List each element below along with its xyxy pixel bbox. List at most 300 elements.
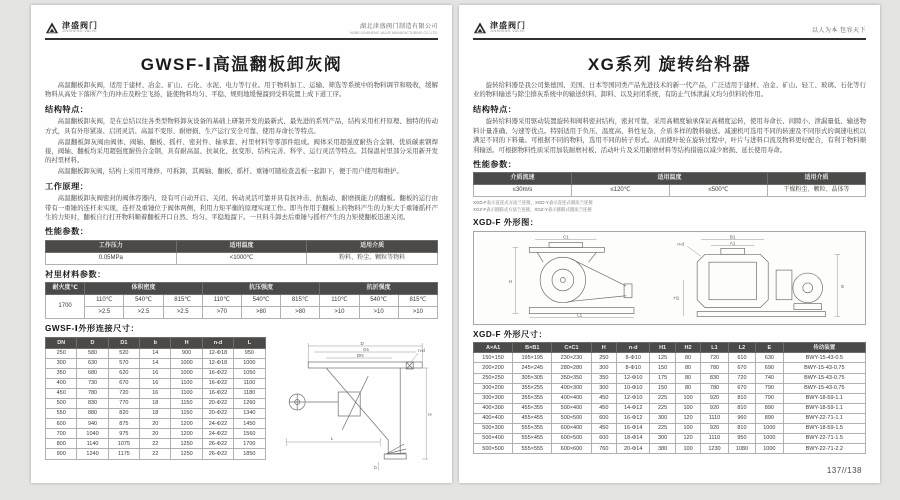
table-row (46, 409, 266, 419)
table-cell: 14 (140, 348, 171, 358)
table-cell: E (756, 343, 783, 353)
table-cell: H1 (650, 343, 675, 353)
table-cell: 350 (46, 368, 77, 378)
table-cell: 670 (108, 378, 139, 388)
table-cell: 1000 (756, 444, 783, 454)
slogan-text: 以人为本 包容天下 (811, 27, 866, 34)
table-cell: >2.5 (163, 307, 202, 319)
table-cell: D1 (108, 338, 139, 348)
table-row (46, 429, 266, 439)
table-cell: 传动装置 (783, 343, 865, 353)
table-cell: 耐火度℃ (46, 283, 85, 295)
table-cell: 80 (675, 353, 700, 363)
company-name-cn: 湖北津盛阀门制造有限公司 (359, 23, 438, 30)
table-row (474, 185, 866, 197)
table-cell: 1560 (234, 429, 265, 439)
table-cell: 940 (77, 419, 108, 429)
table-cell: 200×200 (474, 363, 513, 373)
dim-label-A1: A1 (729, 240, 736, 246)
table-cell: 110℃ (85, 295, 124, 307)
logo-subtext: JINSHENG VALVE (62, 29, 98, 34)
table-cell: 12-Φ18 (202, 348, 233, 358)
table-cell: 400×300 (474, 403, 513, 413)
table-cell: 1200 (171, 419, 202, 429)
table-cell: 1110 (701, 434, 728, 444)
structure-paragraph: 旋转给料器采用驱动装置旋转和阀料密封结构，密封可靠，采用高精度轴承保证高精度运转，使用寿命长、间隙小、泄漏量低、输送物料计量准确、匀速等优点。特别适用于负压、温度高、料性复杂、介质多样的散料输送。减速机可选用不同的转速及不同形式的调速电机以满足不同的下料量。可根据不同的物料，选用不同的转子形式。从而使叶轮在旋转过程中，叶片与进料口流及物料更好配合，有利于物料顺利输送。可根据物料性质采用加装耐磨衬板、活动叶片及采用耐磨材料等结构措施以减少磨损、延长使用寿命。 (473, 118, 866, 154)
table-cell: 体积密度 (85, 283, 203, 295)
table-cell: 500×300 (474, 423, 513, 433)
table-cell: 1850 (234, 449, 265, 459)
logo-subtext: JINSHENG VALVE (490, 29, 526, 34)
table-cell: 110℃ (202, 295, 241, 307)
flange-type-notes (473, 200, 866, 213)
table-cell: 80 (675, 383, 700, 393)
table-cell: 890 (756, 413, 783, 423)
table-cell: A×A1 (474, 343, 513, 353)
table-cell: 16-Φ22 (202, 388, 233, 398)
table-cell: 适用温度 (176, 240, 307, 252)
table-cell: 450 (591, 423, 616, 433)
table-cell: 26-Φ22 (202, 449, 233, 459)
page-title: XG系列 旋转给料器 (587, 55, 752, 74)
feeder-technical-drawing (476, 234, 863, 320)
table-cell: 1150 (171, 409, 202, 419)
table-cell: 16 (140, 388, 171, 398)
table-cell: 16-Φ22 (202, 368, 233, 378)
table-cell: 20 (140, 419, 171, 429)
table-cell: 250 (46, 348, 77, 358)
table-cell: DN (46, 338, 77, 348)
table-cell: B×B1 (513, 343, 552, 353)
dim-label-H: H (508, 278, 512, 284)
intro-paragraph: 高温翻板卸灰阀，适用于建材、冶金、矿山、石化、水泥、电力等行业。用于物料加工、运输、筛选等系统中的物料调节和吸收，缓解物料从高处下落所产生的冲击及粉尘飞扬，能使物料均匀、平稳、规则地缓慢溜到受料装置上成下道工序。 (45, 82, 438, 99)
table-cell: 175 (650, 373, 675, 383)
table-row (46, 388, 266, 398)
dimension-table (473, 342, 866, 454)
dim-label-H1: H1 (673, 295, 680, 301)
valve-technical-drawing (272, 340, 438, 476)
table-cell: 720 (728, 373, 755, 383)
table-cell: 1260 (234, 398, 265, 408)
table-cell: 600×500 (552, 434, 591, 444)
structure-paragraph-1: 高温翻板卸灰阀，是在总结以往各类型物料卸灰设备的基础上研制开发的最新式、最先进的系列产品，结构采用杠杆原理、独特的传动方式，具有外形紧凑、启闭灵活、高温不变形、耐磨损、生产运行安全可靠、使用寿命长等特点。 (45, 118, 438, 135)
table-cell: 580 (77, 348, 108, 358)
table-cell: >80 (281, 307, 320, 319)
table-cell: 24-Φ22 (202, 429, 233, 439)
table-cell: 800 (46, 439, 77, 449)
table-cell: 400×400 (474, 413, 513, 423)
logo-text: 津盛阀门 (490, 21, 526, 31)
table-cell: 1250 (171, 439, 202, 449)
table-cell: 830 (701, 373, 728, 383)
table-cell: 24-Φ22 (202, 419, 233, 429)
table-cell: 1100 (171, 388, 202, 398)
logo-text: 津盛阀门 (62, 21, 98, 31)
table-cell: 抗折强度 (320, 283, 438, 295)
table-cell: 920 (701, 393, 728, 403)
section-heading-lining: 衬里材料参数： (45, 269, 106, 279)
table-cell: 540℃ (359, 295, 398, 307)
table-cell: 1000 (171, 358, 202, 368)
table-cell: 20-Φ22 (202, 409, 233, 419)
dim-label-E: E (841, 283, 845, 289)
table-row (46, 283, 438, 295)
table-cell: 16 (140, 368, 171, 378)
table-cell: 355×255 (513, 383, 552, 393)
table-cell: BWY-15-43-0.75 (783, 363, 865, 373)
table-cell: ≤120℃ (572, 185, 670, 197)
table-row (46, 348, 266, 358)
table-row (46, 358, 266, 368)
table-cell: 600 (591, 434, 616, 444)
table-cell: 14 (140, 358, 171, 368)
table-cell: 950 (234, 348, 265, 358)
dim-label-L: L (330, 436, 334, 442)
dim-label-DN: DN (356, 353, 364, 359)
section-heading-principle: 工作原理： (45, 181, 89, 191)
table-cell: 100 (675, 423, 700, 433)
table-row (46, 449, 266, 459)
section-heading-structure: 结构特点： (473, 104, 517, 114)
table-row (474, 343, 866, 353)
table-cell: 690 (756, 363, 783, 373)
table-cell: 300 (46, 358, 77, 368)
table-cell: 520 (108, 348, 139, 358)
table-cell: 780 (701, 383, 728, 393)
table-cell: C×C1 (552, 343, 591, 353)
table-cell: 830 (77, 398, 108, 408)
table-row (474, 373, 866, 383)
table-cell: 680 (77, 368, 108, 378)
lining-material-table (45, 282, 438, 319)
table-cell: 610 (728, 353, 755, 363)
table-cell: BWY-18-59-1.1 (783, 403, 865, 413)
table-cell: 700 (46, 429, 77, 439)
table-cell: 0.05MPa (46, 252, 177, 264)
header-company-name (350, 24, 438, 35)
table-cell: 150 (650, 383, 675, 393)
table-cell: 12-Φ10 (617, 393, 650, 403)
table-cell: 555×455 (513, 434, 552, 444)
dimension-table (45, 337, 266, 459)
table-cell: 500 (46, 398, 77, 408)
table-cell: 1180 (234, 388, 265, 398)
table-cell: 815℃ (163, 295, 202, 307)
table-cell: 工作压力 (46, 240, 177, 252)
table-cell: 245×245 (513, 363, 552, 373)
table-cell: 540℃ (241, 295, 280, 307)
table-cell: 600×400 (552, 423, 591, 433)
table-cell: 455×355 (513, 403, 552, 413)
table-cell: 300×200 (474, 383, 513, 393)
table-cell: 305×305 (513, 373, 552, 383)
table-cell: 225 (650, 393, 675, 403)
table-cell: 120 (675, 413, 700, 423)
table-cell: 300 (650, 434, 675, 444)
table-cell: 450 (46, 388, 77, 398)
table-cell: BWY-18-59-1.5 (783, 423, 865, 433)
table-cell: L2 (728, 343, 755, 353)
dim-label-D: D (360, 341, 364, 347)
table-cell: 1140 (77, 439, 108, 449)
company-logo (45, 21, 98, 35)
table-row (474, 444, 866, 454)
page-title: GWSF-Ⅰ高温翻板卸灰阀 (140, 55, 343, 74)
table-cell: b (140, 338, 171, 348)
table-cell: 760 (591, 444, 616, 454)
table-cell: BWY-15-43-0.5 (783, 353, 865, 363)
table-cell: 570 (108, 358, 139, 368)
intro-paragraph: 旋转给料器是我公司集德国、美国、日本等国同类产品先进技术的新一代产品，广泛适用于建材、冶金、矿山、轻工、玻璃、石化等行业的物料输送与除尘排灰系统中的输送供料、卸料、以及封闭系统，有防止气体泄漏又均匀供料的作用。 (473, 82, 866, 99)
table-cell: 120 (675, 434, 700, 444)
table-cell: 300 (650, 413, 675, 423)
table-cell: <1000℃ (176, 252, 307, 264)
table-cell: 670 (728, 363, 755, 373)
table-cell: 16 (140, 378, 171, 388)
table-row (46, 252, 438, 264)
table-cell: 730 (77, 378, 108, 388)
table-cell: 26-Φ22 (202, 439, 233, 449)
table-row (474, 393, 866, 403)
table-cell: 1040 (77, 429, 108, 439)
table-cell: 975 (108, 429, 139, 439)
table-cell: 670 (728, 383, 755, 393)
table-cell: >80 (241, 307, 280, 319)
table-cell: BWY-15-43-0.75 (783, 373, 865, 383)
table-row (46, 338, 266, 348)
table-cell: 20-Φ22 (202, 398, 233, 408)
table-cell: 920 (701, 423, 728, 433)
table-cell: H (171, 338, 202, 348)
table-cell: 22 (140, 449, 171, 459)
dim-label-nd: n-d (677, 241, 684, 247)
table-cell: 920 (701, 403, 728, 413)
table-cell: 10-Φ10 (617, 383, 650, 393)
table-cell: BWY-22-71-2.2 (783, 444, 865, 454)
table-cell: 150×150 (474, 353, 513, 363)
table-cell: 350 (591, 373, 616, 383)
table-cell: 555×555 (513, 444, 552, 454)
table-row (46, 368, 266, 378)
table-cell: 455×455 (513, 413, 552, 423)
company-logo (473, 21, 526, 35)
table-cell: 100 (675, 393, 700, 403)
principle-paragraph: 高温翻板卸灰阀密封的阀体容器内，设有可自动开启、关闭、转动灵活可靠并具有抗冲击、抗振动、耐磨损能力的翻板。翻板的运行由带有一重锤的连杆来实现，连杆及重锤位于阀体两侧，利用力矩平衡的原理实现工作。即当作用于翻板上的物料产生的力矩大于重锤摇杆产生的力矩时，翻板自行打开物料顺着翻板开口自然、均匀、平稳地溜下。一旦料斗卸去后重锤与摇杆产生的力矩使翻板迅速关闭。 (45, 195, 438, 222)
table-cell: 900 (46, 449, 77, 459)
table-cell: 810 (728, 403, 755, 413)
table-cell: 790 (756, 383, 783, 393)
table-cell: 125 (650, 353, 675, 363)
table-cell: 620 (108, 368, 139, 378)
structure-paragraph-2: 高温翻板卸灰阀由阀体、阀轴、翻板、摇杆、密封件、轴承套、衬里材料等零部件组成。阀体采用超强度耐热合金钢、优质碳素钢焊接，阀轴、翻板均采用超强度耐热合金钢，具有耐高温、抗氧化、抗变形、结构完善、科学、运行灵活等特点。其保温衬里部分采用新开发的衬里材料。 (45, 138, 438, 165)
table-cell: 770 (108, 398, 139, 408)
table-cell: 1000 (756, 423, 783, 433)
table-cell: 950 (728, 434, 755, 444)
table-cell: 1150 (171, 398, 202, 408)
table-cell: 22 (140, 439, 171, 449)
table-cell: 1250 (171, 449, 202, 459)
table-cell: 555×355 (513, 423, 552, 433)
table-cell: 500×400 (552, 403, 591, 413)
table-cell: 适用介质 (768, 173, 866, 185)
table-row (474, 383, 866, 393)
table-row (474, 423, 866, 433)
table-row (474, 413, 866, 423)
table-cell: 干燥粉尘、颗粒、晶体等 (768, 185, 866, 197)
table-cell: L (234, 338, 265, 348)
table-cell: 890 (756, 403, 783, 413)
logo-triangle-icon (45, 21, 59, 35)
table-cell: 1100 (171, 378, 202, 388)
table-cell: 815℃ (281, 295, 320, 307)
table-cell: 600 (591, 413, 616, 423)
table-cell: 450 (591, 393, 616, 403)
table-row (46, 439, 266, 449)
table-cell: BWY-18-59-1.1 (783, 393, 865, 403)
table-cell: ≤500℃ (670, 185, 768, 197)
note-line-2: XGZ-F表示链联式方法兰连接，XGZ-Y表示链联式圆法兰连接 (473, 206, 592, 212)
table-cell: 20 (140, 429, 171, 439)
table-cell: 500×500 (474, 444, 513, 454)
note-line-1: XGD-F表示直连式方法兰连接，XGD-Y表示直连式圆法兰连接 (473, 200, 593, 206)
table-cell: 300×300 (474, 393, 513, 403)
table-cell: 225 (650, 423, 675, 433)
page-number: 137//138 (826, 466, 862, 475)
table-cell: 18 (140, 398, 171, 408)
table-cell: >10 (359, 307, 398, 319)
table-cell: n-d (617, 343, 650, 353)
table-cell: 1240 (77, 449, 108, 459)
table-cell: 1200 (171, 429, 202, 439)
page-header (473, 13, 866, 40)
table-cell: 18 (140, 409, 171, 419)
table-cell: 1110 (701, 413, 728, 423)
table-cell: 80 (675, 363, 700, 373)
table-cell: 815℃ (398, 295, 437, 307)
table-cell: 1700 (234, 439, 265, 449)
table-cell: 250×250 (474, 373, 513, 383)
table-cell: 820 (108, 409, 139, 419)
table-cell: 550 (46, 409, 77, 419)
table-cell: >2.5 (124, 307, 163, 319)
table-cell: 1700 (46, 295, 85, 319)
table-cell: 1175 (108, 449, 139, 459)
table-cell: 780 (77, 388, 108, 398)
table-cell: 1230 (701, 444, 728, 454)
table-row (46, 378, 266, 388)
table-cell: 16-Φ22 (202, 378, 233, 388)
catalog-page-left (31, 5, 452, 483)
table-cell: 1075 (108, 439, 139, 449)
dim-label-D1: D1 (362, 347, 369, 353)
table-cell: H (591, 343, 616, 353)
table-cell: 150 (650, 363, 675, 373)
table-row (474, 353, 866, 363)
table-cell: 195×195 (513, 353, 552, 363)
table-cell: 1050 (234, 368, 265, 378)
table-cell: 250 (591, 353, 616, 363)
table-cell: 1450 (234, 419, 265, 429)
section-heading-dimensions: GWSF-Ⅰ外形连接尺寸： (45, 323, 140, 333)
table-cell: 900 (171, 348, 202, 358)
feeder-drawing-box (473, 231, 866, 325)
section-heading-dimensions: XGD-F 外形尺寸： (473, 329, 548, 339)
section-heading-structure: 结构特点： (45, 104, 89, 114)
page-header (45, 13, 438, 40)
table-cell: 16-Φ12 (617, 413, 650, 423)
table-cell: 630 (756, 353, 783, 363)
table-cell: 粉料、粉尘、颗粒等物料 (307, 252, 438, 264)
table-cell: 1000 (234, 358, 265, 368)
table-cell: 810 (728, 423, 755, 433)
dim-label-C1: C1 (562, 234, 569, 240)
section-heading-performance: 性能参数： (473, 159, 517, 169)
table-cell: 18-Φ14 (617, 434, 650, 444)
table-cell: 110℃ (320, 295, 359, 307)
table-cell: 880 (77, 409, 108, 419)
table-cell: BWY-22-71-1.5 (783, 434, 865, 444)
table-cell: 600×600 (552, 444, 591, 454)
table-cell: 400 (46, 378, 77, 388)
dim-label-H: H (427, 412, 432, 418)
table-cell: 380 (650, 444, 675, 454)
table-cell: 720 (108, 388, 139, 398)
table-cell: L1 (701, 343, 728, 353)
table-cell: 600 (46, 419, 77, 429)
table-row (46, 240, 438, 252)
dim-label-nd: n-d (417, 348, 425, 354)
table-cell: 14-Φ12 (617, 403, 650, 413)
table-cell: 540℃ (124, 295, 163, 307)
table-cell: 介质流速 (474, 173, 572, 185)
table-cell: 355×355 (513, 393, 552, 403)
structure-paragraph-3: 高温翻板卸灰阀，结构上采用可维修、可拆卸，其阀轴、翻板、摇杆、重锤可随检查盖板一起卸下，便于用户使用和维护。 (57, 168, 403, 176)
table-cell: 225 (650, 403, 675, 413)
table-cell: 500×400 (474, 434, 513, 444)
table-cell: >10 (398, 307, 437, 319)
table-cell: D (77, 338, 108, 348)
table-cell: 960 (728, 413, 755, 423)
table-row (46, 398, 266, 408)
table-cell: 875 (108, 419, 139, 429)
table-cell: 适用介质 (307, 240, 438, 252)
table-cell: >10 (320, 307, 359, 319)
table-cell: 12-Φ18 (202, 358, 233, 368)
section-heading-performance: 性能参数： (45, 227, 89, 237)
table-cell: BWY-15-43-0.75 (783, 383, 865, 393)
table-cell: 1000 (756, 434, 783, 444)
table-cell: ≤30m/s (474, 185, 572, 197)
table-cell: 780 (701, 363, 728, 373)
table-row (474, 403, 866, 413)
section-heading-outline: XGD-F 外形图： (473, 218, 539, 228)
logo-triangle-icon (473, 21, 487, 35)
table-cell: 100 (675, 444, 700, 454)
table-cell: 抗压强度 (202, 283, 320, 295)
table-cell: 8-Φ10 (617, 353, 650, 363)
table-cell: 300 (591, 363, 616, 373)
table-cell: 500×500 (552, 413, 591, 423)
table-cell: 1340 (234, 409, 265, 419)
performance-table (473, 172, 866, 197)
table-cell: 230×230 (552, 353, 591, 363)
table-cell: 100 (675, 403, 700, 413)
table-cell: 1000 (171, 368, 202, 378)
dim-label-B1: B1 (729, 234, 736, 240)
table-cell: 1080 (728, 444, 755, 454)
table-cell: 80 (675, 373, 700, 383)
table-cell: BWY-22-71-1.1 (783, 413, 865, 423)
